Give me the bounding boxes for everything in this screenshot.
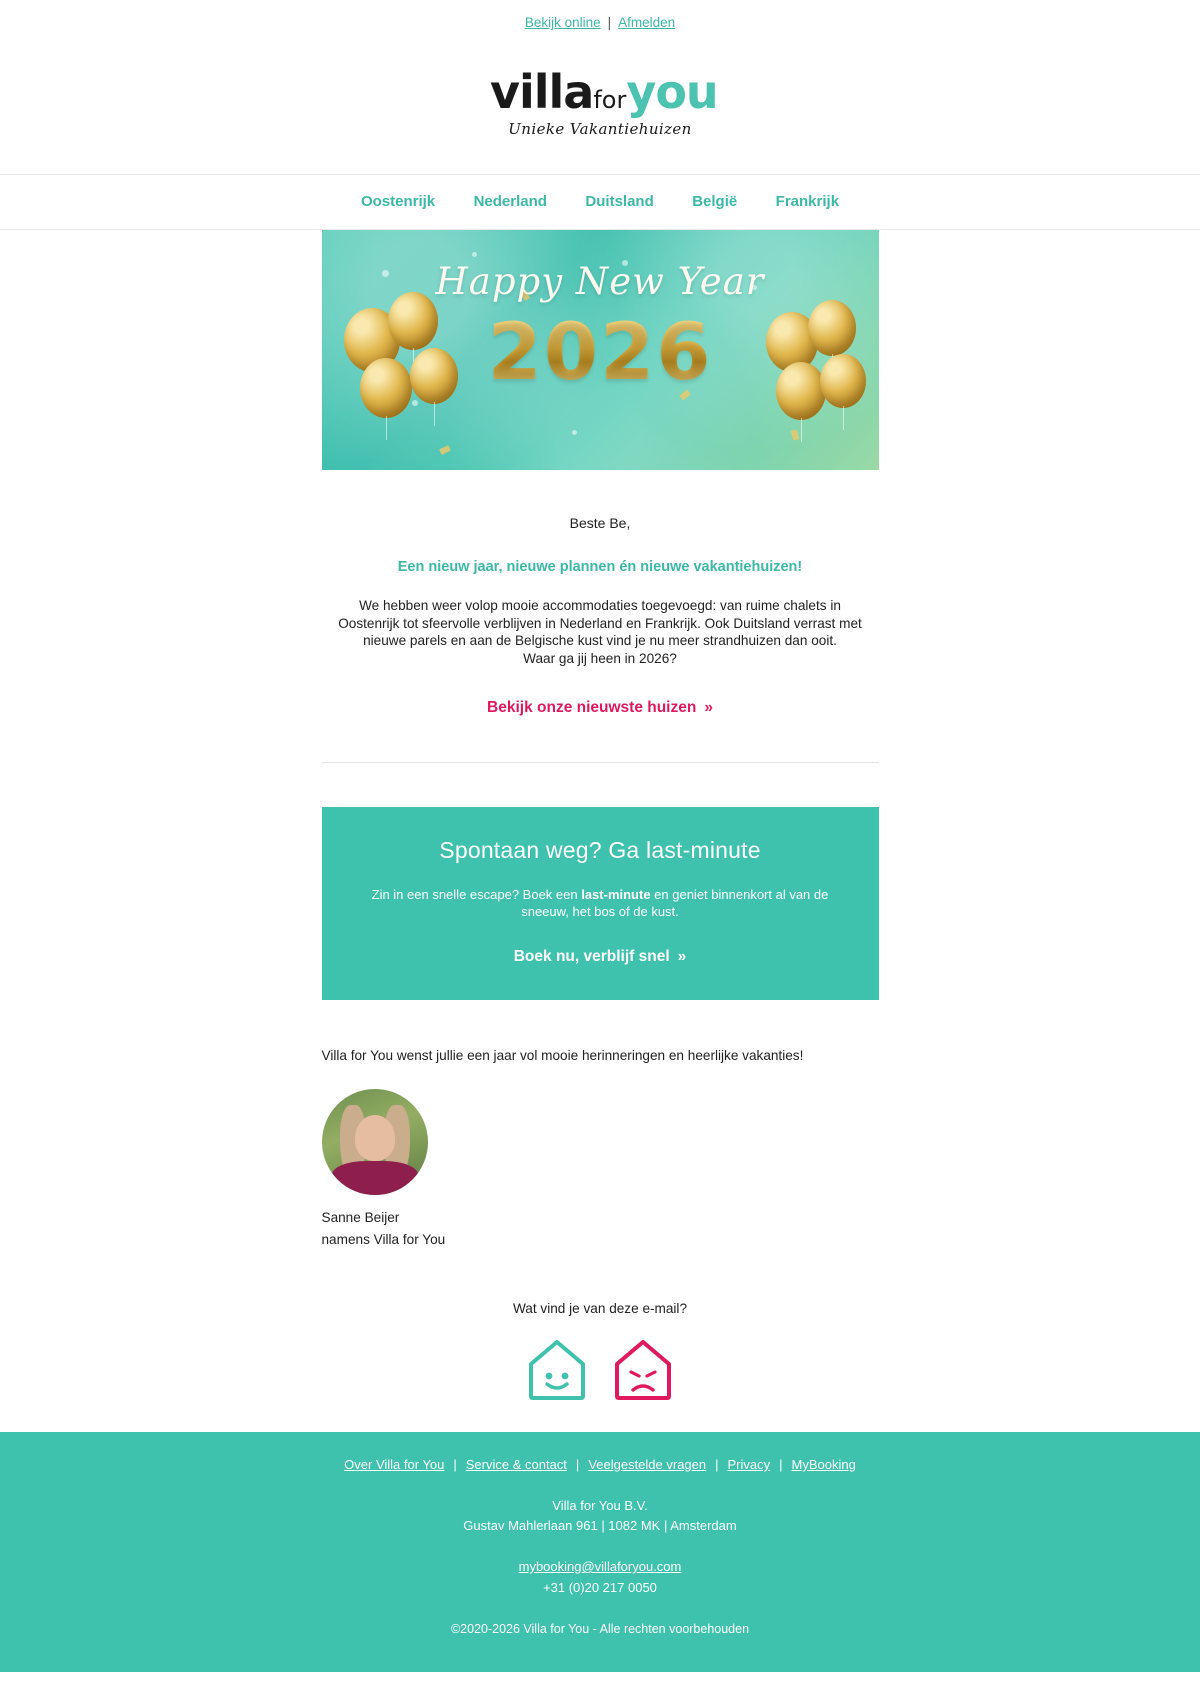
preheader-separator: |	[607, 15, 612, 30]
footer-nav	[0, 1456, 1200, 1474]
view-online-link[interactable]: Bekijk online	[524, 15, 601, 30]
feedback-buttons	[322, 1316, 879, 1432]
hero-banner-image	[322, 230, 879, 470]
closing-section	[322, 1000, 879, 1251]
footer-separator: |	[715, 1457, 719, 1472]
email-content	[322, 470, 879, 717]
logo-tagline: Unieke Vakantiehuizen	[508, 120, 692, 138]
footer-phone: +31 (0)20 217 0050	[543, 1580, 657, 1595]
intro-paragraph	[322, 575, 879, 667]
nav-item-frankrijk[interactable]: Frankrijk	[775, 193, 840, 210]
promo-text-bold: last-minute	[581, 887, 651, 902]
promo-heading: Spontaan weg? Ga last-minute	[439, 837, 761, 863]
feedback-question: Wat vind je van deze e-mail?	[512, 1301, 688, 1316]
logo-wordmark	[490, 65, 718, 124]
nav-item-duitsland[interactable]: Duitsland	[585, 193, 654, 210]
signer-name: Sanne Beijer	[321, 1210, 400, 1225]
cta-book-now-link[interactable]	[514, 948, 687, 966]
cta-book-now-label: Boek nu, verblijf snel	[513, 948, 670, 965]
lastminute-promo-block	[322, 807, 879, 1000]
footer-link-faq[interactable]: Veelgestelde vragen	[588, 1457, 707, 1472]
preheader-bar	[0, 0, 1200, 42]
footer-link-service[interactable]: Service & contact	[465, 1457, 567, 1472]
footer-separator: |	[575, 1457, 580, 1472]
unsubscribe-link[interactable]: Afmelden	[618, 15, 676, 30]
country-nav	[0, 175, 1200, 230]
logo-word-villa: villa	[490, 65, 594, 119]
footer-link-about[interactable]: Over Villa for You	[344, 1457, 445, 1472]
footer-separator: |	[453, 1457, 457, 1472]
sparkle-decor	[472, 252, 477, 257]
signer-role: namens Villa for You	[321, 1232, 446, 1247]
chevron-right-icon: »	[677, 948, 687, 965]
intro-paragraph-text: We hebben weer volop mooie accommodaties toegevoegd: van ruime chalets in Oostenrijk tot sfeervolle verblijven in Nederland en Frankrijk. Ook Duitsland verrast met nieuwe parels en aan de Belgische kust vind je nu meer strandhuizen dan ooit.	[338, 598, 862, 648]
cta-newest-houses-label: Bekijk onze nieuwste huizen	[487, 699, 697, 716]
footer	[0, 1432, 1200, 1672]
brand-logo[interactable]	[490, 65, 718, 140]
avatar	[322, 1089, 428, 1195]
happy-house-icon[interactable]	[527, 1338, 587, 1402]
section-divider	[322, 762, 879, 763]
cta-newest-houses-link[interactable]	[322, 667, 879, 717]
footer-company-block	[0, 1474, 1200, 1536]
chevron-right-icon: »	[704, 699, 713, 716]
footer-company-name: Villa for You B.V.	[552, 1498, 648, 1513]
hero-title: Happy New Year	[435, 260, 765, 303]
footer-address: Gustav Mahlerlaan 961 | 1082 MK | Amsterdam	[463, 1518, 737, 1533]
logo-word-for: for	[593, 86, 627, 114]
footer-link-mybooking[interactable]: MyBooking	[791, 1457, 856, 1472]
avatar-clothing	[332, 1161, 418, 1195]
footer-email-link[interactable]: mybooking@villaforyou.com	[518, 1559, 682, 1574]
signature-block	[322, 1195, 879, 1251]
sad-house-icon[interactable]	[613, 1338, 673, 1402]
sparkle-decor	[412, 400, 418, 406]
promo-text-after: en geniet binnenkort al van de sneeuw, het bos of de kust.	[521, 887, 829, 919]
footer-separator: |	[779, 1457, 783, 1472]
intro-question-text: Waar ga jij heen in 2026?	[523, 650, 677, 666]
feedback-section	[322, 1251, 879, 1432]
nav-item-belgie[interactable]: België	[692, 193, 738, 210]
confetti-decor	[439, 445, 451, 455]
logo-band	[0, 42, 1200, 175]
footer-link-privacy[interactable]: Privacy	[727, 1457, 771, 1472]
closing-wish: Villa for You wenst jullie een jaar vol mooie herinneringen en heerlijke vakanties!	[321, 1048, 804, 1063]
logo-word-you: you	[626, 65, 718, 119]
nav-item-nederland[interactable]: Nederland	[473, 193, 547, 210]
footer-copyright: ©2020-2026 Villa for You - Alle rechten voorbehouden	[450, 1622, 750, 1636]
promo-text-before: Zin in een snelle escape? Boek een	[371, 887, 582, 902]
hero-year: 2026	[322, 308, 879, 398]
confetti-decor	[790, 429, 798, 440]
footer-contact-block	[0, 1536, 1200, 1598]
promo-text	[358, 886, 843, 920]
nav-item-oostenrijk[interactable]: Oostenrijk	[360, 193, 436, 210]
sparkle-decor	[572, 430, 577, 435]
greeting-text: Beste Be,	[569, 515, 631, 531]
lead-headline: Een nieuw jaar, nieuwe plannen én nieuwe vakantiehuizen!	[397, 559, 803, 575]
avatar-face	[355, 1115, 395, 1161]
